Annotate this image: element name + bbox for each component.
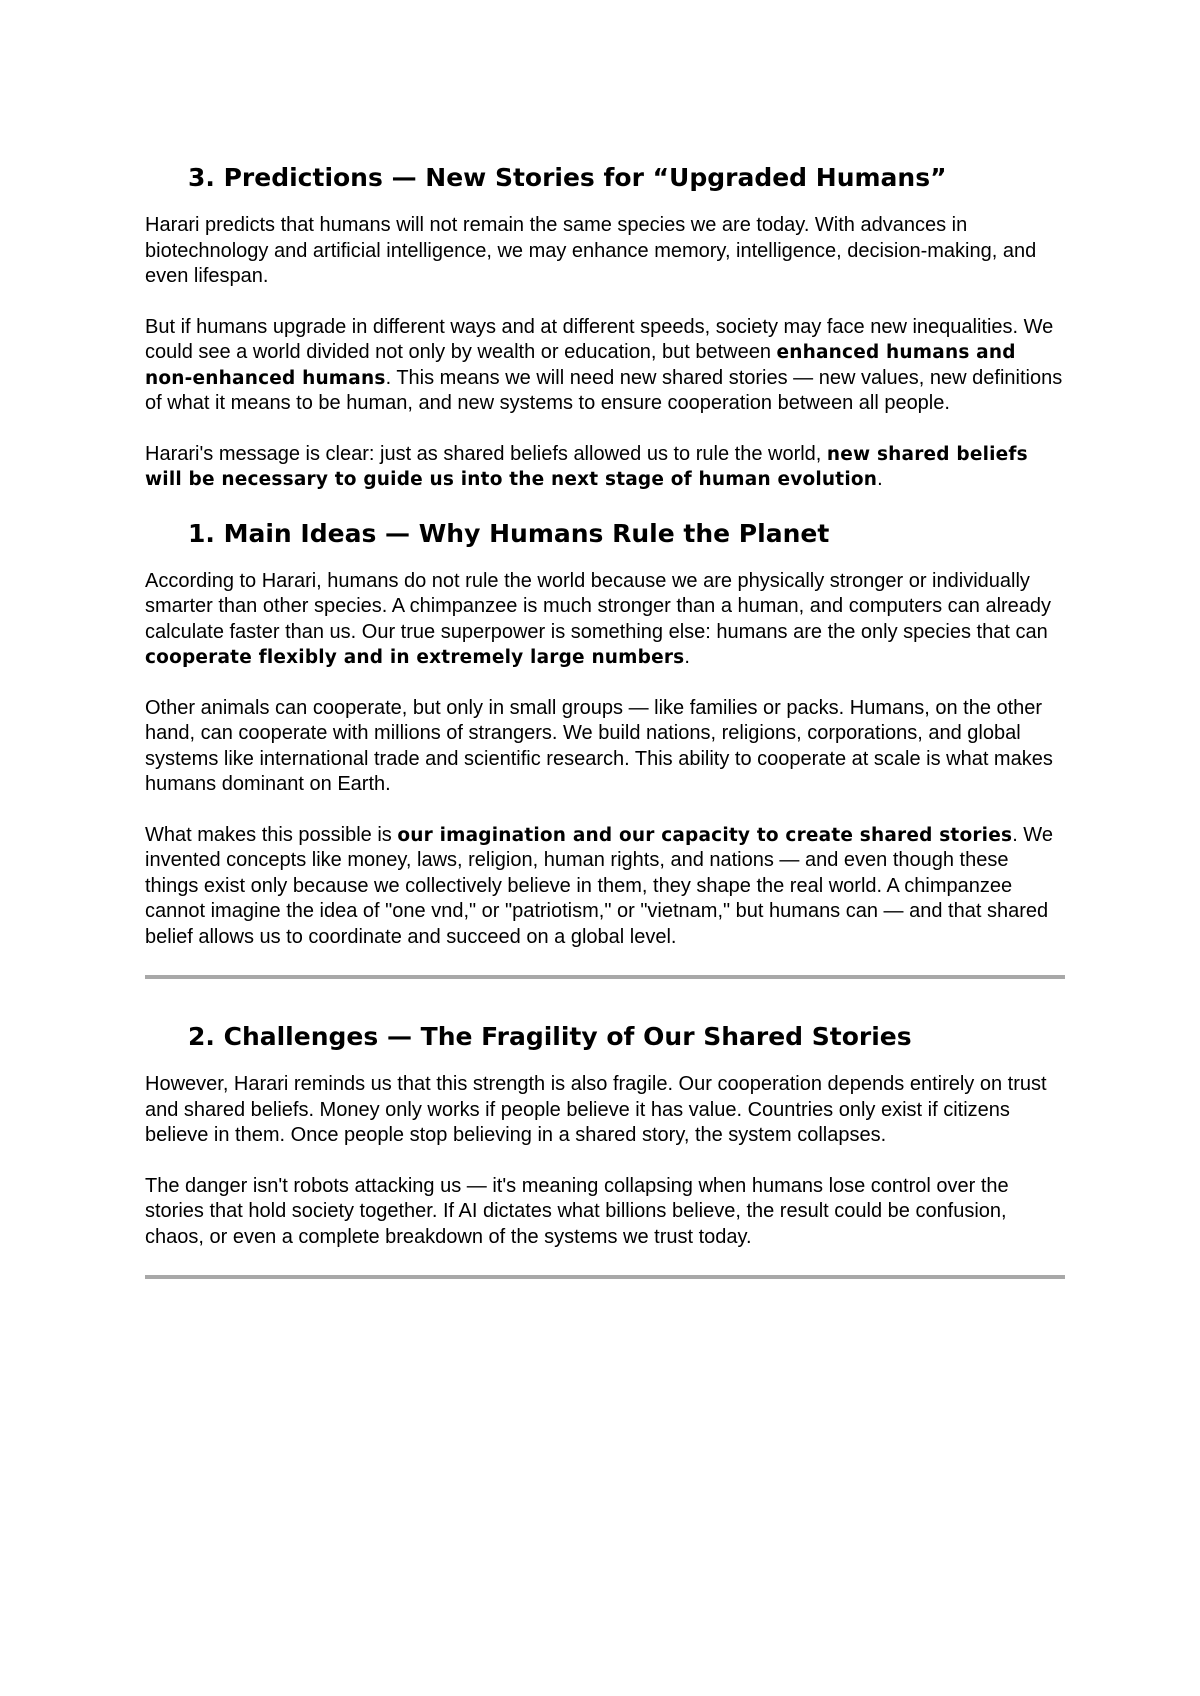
paragraph-main-ideas-2: Other animals can cooperate, but only in small groups — like families or packs. Humans, on the other hand, can cooperate with millions of strangers. We build nations, religions, corporations, and global systems like international trade and scientific research. This ability to cooperate at scale is what makes humans dominant on Earth. xyxy=(145,696,1053,795)
section-main-ideas xyxy=(145,518,1063,980)
section-heading-challenges: 2. Challenges — The Fragility of Our Shared Stories xyxy=(188,1022,912,1051)
text-run: Harari's message is clear: just as shared beliefs allowed us to rule the world, xyxy=(145,442,827,465)
document-page xyxy=(145,162,1063,1279)
text-run: What makes this possible is xyxy=(145,823,398,846)
bold-text: our imagination and our capacity to create shared stories xyxy=(397,824,1013,846)
text-run: According to Harari, humans do not rule the world because we are physically stronger or individually smarter than other species. A chimpanzee is much stronger than a human, and computers can already calculate faster than us. Our true superpower is something else: humans are the only species that can xyxy=(145,569,1052,643)
section-divider xyxy=(145,975,1065,979)
paragraph-challenges-1: However, Harari reminds us that this strength is also fragile. Our cooperation depends entirely on trust and shared beliefs. Money only works if people believe it has value. Countries only exist if citizens believe in them. Once people stop believing in a shared story, the system collapses. xyxy=(145,1073,1047,1146)
paragraph-predictions-2 xyxy=(145,315,1063,417)
paragraph-predictions-3 xyxy=(145,442,1063,493)
section-divider xyxy=(145,1275,1065,1279)
section-predictions xyxy=(145,162,1063,493)
section-challenges xyxy=(145,1021,1063,1279)
text-run: . xyxy=(684,646,690,668)
text-run: . This means we will need new shared stories — new values, new definitions of what it means to be human, and new systems to ensure cooperation between all people. xyxy=(145,366,1063,414)
section-heading-main-ideas: 1. Main Ideas — Why Humans Rule the Planet xyxy=(188,518,830,548)
text-run: . We invented concepts like money, laws, religion, human rights, and nations — and even though these things exist only because we collectively believe in them, they shape the real world. A chimpanzee cannot imagine the idea of "one vnd," or "patriotism," or "vietnam," but humans can — and that shared belief allows us to coordinate and succeed on a global level. xyxy=(145,823,1053,948)
paragraph-challenges-2: The danger isn't robots attacking us — it's meaning collapsing when humans lose control over the stories that hold society together. If AI dictates what billions believe, the result could be confusion, chaos, or even a complete breakdown of the systems we trust today. xyxy=(145,1174,1009,1248)
text-run: But if humans upgrade in different ways and at different speeds, society may face new inequalities. We could see a world divided not only by wealth or education, but between xyxy=(145,315,1054,363)
bold-text: cooperate flexibly and in extremely large numbers xyxy=(145,647,685,668)
paragraph-main-ideas-1 xyxy=(145,569,1063,671)
section-heading-predictions: 3. Predictions — New Stories for “Upgraded Humans” xyxy=(188,163,947,192)
paragraph-predictions-1: Harari predicts that humans will not remain the same species we are today. With advances in biotechnology and artificial intelligence, we may enhance memory, intelligence, decision-making, and even lifespan. xyxy=(145,214,1037,287)
bold-text: new shared beliefs will be necessary to guide us into the next stage of human evolution xyxy=(145,443,1028,490)
paragraph-main-ideas-3 xyxy=(145,823,1063,951)
bold-text: enhanced humans and non-enhanced humans xyxy=(145,342,1016,389)
text-run: . xyxy=(877,468,883,490)
